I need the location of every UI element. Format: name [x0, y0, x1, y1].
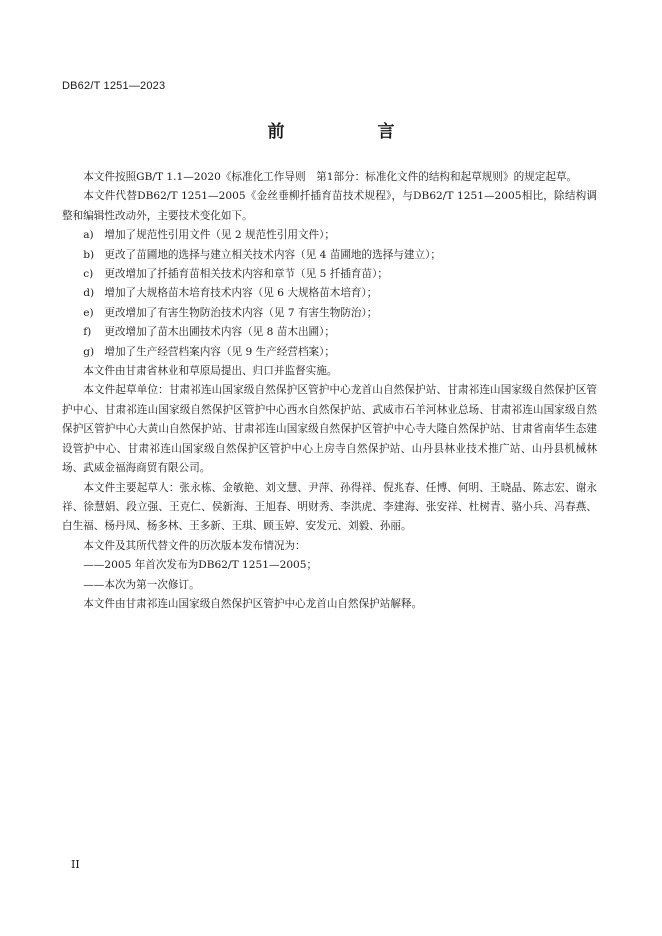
history-intro-paragraph: 本文件及其所代替文件的历次版本发布情况为： — [83, 539, 306, 552]
list-item — [62, 284, 597, 303]
document-code: DB62/T 1251—2023 — [62, 80, 166, 92]
list-item-mark: c) — [83, 268, 94, 281]
list-item — [62, 323, 597, 342]
list-item-text: 更改增加了扦插育苗相关技术内容和章节（见 5 扦插育苗）； — [104, 268, 388, 281]
list-item-mark: a) — [83, 229, 94, 242]
list-item-text: 增加了大规格苗木培育技术内容（见 6 大规格苗木培育）； — [104, 287, 378, 300]
page-title: 前 言 — [267, 122, 433, 142]
list-item-text: 更改增加了苗木出圃技术内容（见 8 苗木出圃）； — [104, 326, 336, 339]
list-item-mark: g) — [83, 345, 95, 358]
list-item-mark: f) — [83, 326, 92, 339]
list-item — [62, 246, 597, 265]
list-item — [62, 226, 597, 245]
page-number: II — [71, 858, 80, 871]
intro-paragraph-2: 本文件代替DB62/T 1251—2005《金丝垂柳扦插育苗技术规程》，与DB62/T 1251—2005相比，除结构调整和编辑性改动外，主要技术变化如下。 — [62, 190, 597, 222]
changes-list — [62, 226, 597, 362]
list-item — [62, 304, 597, 323]
list-item-mark: b) — [83, 248, 95, 261]
list-item — [62, 343, 597, 362]
document-body — [62, 168, 597, 614]
history-line: ——本次为第一次修订。 — [83, 578, 200, 591]
list-item — [62, 265, 597, 284]
list-item-mark: d) — [83, 287, 95, 300]
list-item-mark: e) — [83, 306, 94, 319]
interpreter-paragraph: 本文件由甘肃祁连山国家级自然保护区管护中心龙首山自然保护站解释。 — [83, 597, 423, 610]
drafters-paragraph: 本文件主要起草人：张永栋、金敏艳、刘文慧、尹萍、孙得祥、倪兆春、任博、何明、王晓晶、陈志宏、谢永祥、徐慧娟、段立强、王克仁、侯新海、王旭春、明财秀、李洪虎、李建海、张安祥、杜树青、骆小兵、冯春燕、白生福、杨丹凤、杨多林、王多新、王琪、顾玉婷、安发元、刘毅、孙丽。 — [62, 481, 597, 533]
list-item-text: 更改了苗圃地的选择与建立相关技术内容（见 4 苗圃地的选择与建立）； — [104, 248, 441, 261]
proposer-paragraph: 本文件由甘肃省林业和草原局提出、归口并监督实施。 — [83, 365, 338, 378]
history-line: ——2005 年首次发布为DB62/T 1251—2005； — [83, 559, 318, 572]
list-item-text: 增加了规范性引用文件（见 2 规范性引用文件）； — [104, 229, 336, 242]
intro-paragraph-1: 本文件按照GB/T 1.1—2020《标准化工作导则 第1部分：标准化文件的结构和起草规则》的规定起草。 — [83, 171, 578, 183]
drafting-units-paragraph: 本文件起草单位：甘肃祁连山国家级自然保护区管护中心龙首山自然保护站、甘肃祁连山国家级自然保护区管护中心、甘肃祁连山国家级自然保护区管护中心西水自然保护站、武威市石羊河林业总场、甘肃祁连山国家级自然保护区管护中心大黄山自然保护站、甘肃祁连山国家级自然保护区管护中心寺大隆自然保护站、甘肃省南华生态建设管护中心、甘肃祁连山国家级自然保护区管护中心上房寺自然保护站、山丹县林业技术推广站、山丹县机械林场、武威金福海商贸有限公司。 — [62, 384, 597, 475]
list-item-text: 增加了生产经营档案内容（见 9 生产经营档案）； — [104, 345, 336, 358]
list-item-text: 更改增加了有害生物防治技术内容（见 7 有害生物防治）； — [104, 306, 378, 319]
